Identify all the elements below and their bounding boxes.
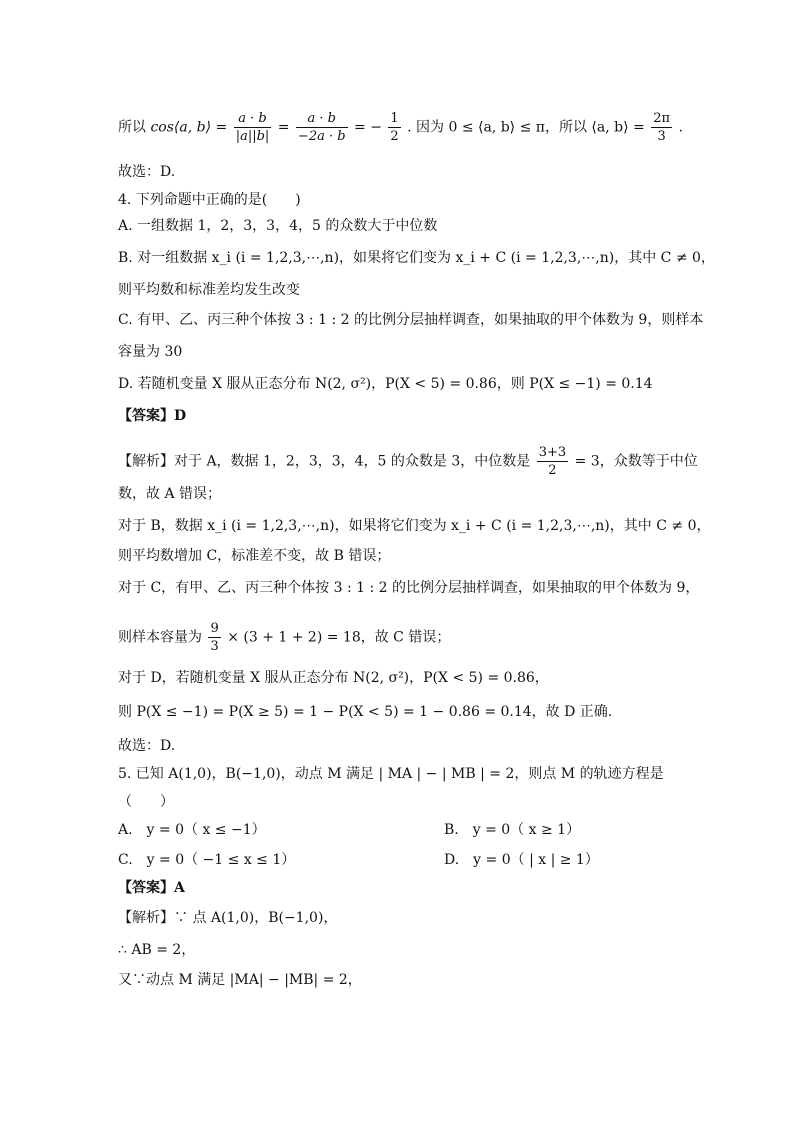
option-c: C. 有甲、乙、丙三种个体按 3 : 1 : 2 的比例分层抽样调查，如果抽取的甲个体数为 9，则样本 xyxy=(118,312,704,328)
sample-fraction-numerator: 9 xyxy=(210,621,219,636)
answer-choice-line: 故选：D. xyxy=(118,164,176,180)
answer-choice-line-2: 故选：D. xyxy=(118,738,176,754)
period: . xyxy=(678,119,683,136)
analysis-a-text: 【解析】对于 A，数据 1，2，3，3，4，5 的众数是 3，中位数是 xyxy=(118,453,531,470)
analysis-a-line xyxy=(118,444,698,479)
answer-label-2: 【答案】A xyxy=(118,880,185,896)
fraction-3-numerator: 1 xyxy=(390,111,399,126)
cos-expression: cos⟨a, b⟩ = xyxy=(150,119,228,136)
equals-sign: = xyxy=(277,119,290,136)
sample-size-text: 则样本容量为 xyxy=(118,629,202,646)
fraction-4 xyxy=(651,110,672,145)
median-fraction xyxy=(537,444,568,479)
fraction-1-numerator: a · b xyxy=(234,110,272,128)
answer-label: 【答案】D xyxy=(118,408,187,424)
cosine-result-line xyxy=(118,110,683,145)
fraction-1 xyxy=(234,110,272,145)
sample-fraction-denominator: 3 xyxy=(210,639,219,654)
sample-fraction xyxy=(208,620,220,655)
analysis-q5-line-1: 【解析】∵ 点 A(1,0)，B(−1,0)， xyxy=(118,910,338,926)
option-b: B. 对一组数据 x_i (i = 1,2,3,⋯,n)，如果将它们变为 x_i + C (i = 1,2,3,⋯,n)，其中 C ≠ 0， xyxy=(118,250,715,266)
option-b-continued: 则平均数和标准差均发生改变 xyxy=(118,282,300,298)
fraction-3-denominator: 2 xyxy=(390,129,399,144)
analysis-b-line: 对于 B，数据 x_i (i = 1,2,3,⋯,n)，如果将它们变为 x_i + C (i = 1,2,3,⋯,n)，其中 C ≠ 0， xyxy=(118,518,711,534)
equals-minus: = − xyxy=(354,119,382,136)
option-a: A. 一组数据 1，2，3，3，4，5 的众数大于中位数 xyxy=(118,218,438,234)
angle-range-text: . 因为 0 ≤ ⟨a, b⟩ ≤ π，所以 ⟨a, b⟩ = xyxy=(407,119,645,136)
fraction-1-denominator: |a||b| xyxy=(235,129,270,144)
analysis-c-line: 对于 C，有甲、乙、丙三种个体按 3 : 1 : 2 的比例分层抽样调查，如果抽取的甲个体数为 9， xyxy=(118,580,700,596)
question-5-title: 5. 已知 A(1,0)，B(−1,0)，动点 M 满足 | MA | − | MB | = 2，则点 M 的轨迹方程是 xyxy=(118,766,664,782)
fraction-2 xyxy=(296,110,348,145)
fraction-2-denominator: −2a · b xyxy=(297,129,346,144)
option-c-continued: 容量为 30 xyxy=(118,344,183,360)
analysis-b-continued: 则平均数增加 C，标准差不变，故 B 错误； xyxy=(118,548,391,564)
analysis-a-text-end: = 3，众数等于中位 xyxy=(574,453,698,470)
median-fraction-numerator: 3+3 xyxy=(538,445,567,460)
fraction-3 xyxy=(388,110,400,145)
analysis-q5-line-3: 又∵动点 M 满足 |MA| − |MB| = 2， xyxy=(118,972,362,988)
q5-option-a: A. y = 0（ x ≤ −1） xyxy=(118,822,266,838)
median-fraction-denominator: 2 xyxy=(548,463,557,478)
fraction-4-denominator: 3 xyxy=(657,129,666,144)
sample-size-result: × (3 + 1 + 2) = 18，故 C 错误； xyxy=(227,629,451,646)
analysis-d-line: 对于 D，若随机变量 X 服从正态分布 N(2, σ²)，P(X < 5) = 0.86， xyxy=(118,670,549,686)
option-d: D. 若随机变量 X 服从正态分布 N(2, σ²)，P(X < 5) = 0.86，则 P(X ≤ −1) = 0.14 xyxy=(118,376,653,392)
analysis-c-continued xyxy=(118,620,450,655)
q5-option-d: D. y = 0（ | x | ≥ 1） xyxy=(444,852,599,868)
analysis-q5-line-2: ∴ AB = 2， xyxy=(118,942,196,958)
analysis-a-continued: 数，故 A 错误； xyxy=(118,486,222,502)
fraction-4-numerator: 2π xyxy=(653,111,671,126)
question-5-bracket: （ ） xyxy=(118,794,174,810)
question-4-title: 4. 下列命题中正确的是( ) xyxy=(118,192,301,208)
fraction-2-numerator: a · b xyxy=(296,110,348,128)
text-prefix: 所以 xyxy=(118,119,146,136)
analysis-d-continued: 则 P(X ≤ −1) = P(X ≥ 5) = 1 − P(X < 5) = 1 − 0.86 = 0.14，故 D 正确. xyxy=(118,704,613,720)
q5-option-c: C. y = 0（ −1 ≤ x ≤ 1） xyxy=(118,852,296,868)
q5-option-b: B. y = 0（ x ≥ 1） xyxy=(444,822,581,838)
